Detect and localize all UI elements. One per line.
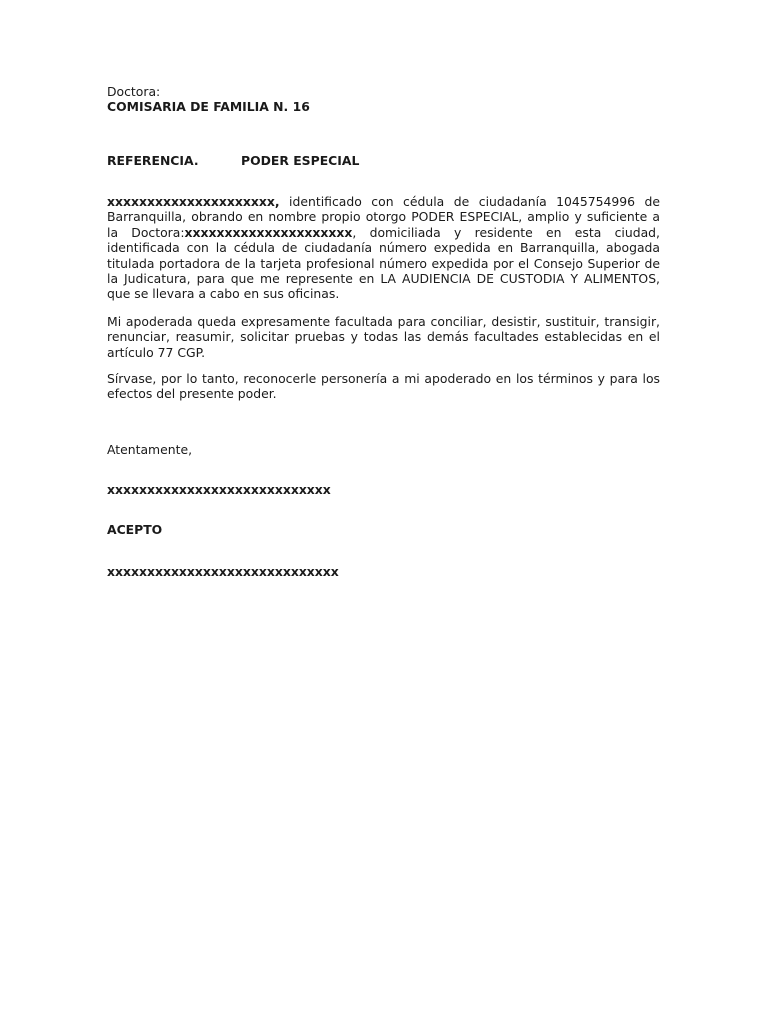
- attorney-name: xxxxxxxxxxxxxxxxxxxxx: [184, 224, 353, 240]
- addressee-name: COMISARIA DE FAMILIA N. 16: [107, 99, 310, 115]
- addressee-block: [107, 84, 660, 115]
- paragraph-grant-text-a: identificado con cédula de ciudadanía 1045754996 de Barranquilla, obrando en nombre propio otorgo PODER ESPECIAL, amplio y suficiente a la Doctora:: [107, 194, 660, 240]
- grantor-name: xxxxxxxxxxxxxxxxxxxxx,: [107, 194, 280, 209]
- grantor-signature: xxxxxxxxxxxxxxxxxxxxxxxxxxxx: [107, 482, 331, 497]
- paragraph-powers: Mi apoderada queda expresamente facultada para conciliar, desistir, sustituir, transigir, renunciar, reasumir, solicitar pruebas y todas las demás facultades establecidas en el artículo 77 CGP.: [107, 314, 660, 360]
- paragraph-grant: [107, 194, 660, 302]
- reference-value: PODER ESPECIAL: [241, 153, 360, 168]
- accept-label: ACEPTO: [107, 522, 163, 537]
- salutation: Doctora:: [107, 84, 161, 99]
- paragraph-request: Sírvase, por lo tanto, reconocerle personería a mi apoderado en los términos y para los efectos del presente poder.: [107, 371, 660, 402]
- reference-label: REFERENCIA.: [107, 153, 199, 168]
- attorney-signature: xxxxxxxxxxxxxxxxxxxxxxxxxxxxx: [107, 564, 339, 579]
- closing: Atentamente,: [107, 442, 193, 457]
- reference-line: [107, 153, 660, 168]
- paragraph-grant-text-b: , domiciliada y residente en esta ciudad, identificada con la cédula de ciudadanía número expedida en Barranquilla, abogada titulada portadora de la tarjeta profesional número expedida por el Consejo Superior de la Judicatura, para que me represente en LA AUDIENCIA DE CUSTODIA Y ALIMENTOS, que se llevara a cabo en sus oficinas.: [107, 224, 660, 302]
